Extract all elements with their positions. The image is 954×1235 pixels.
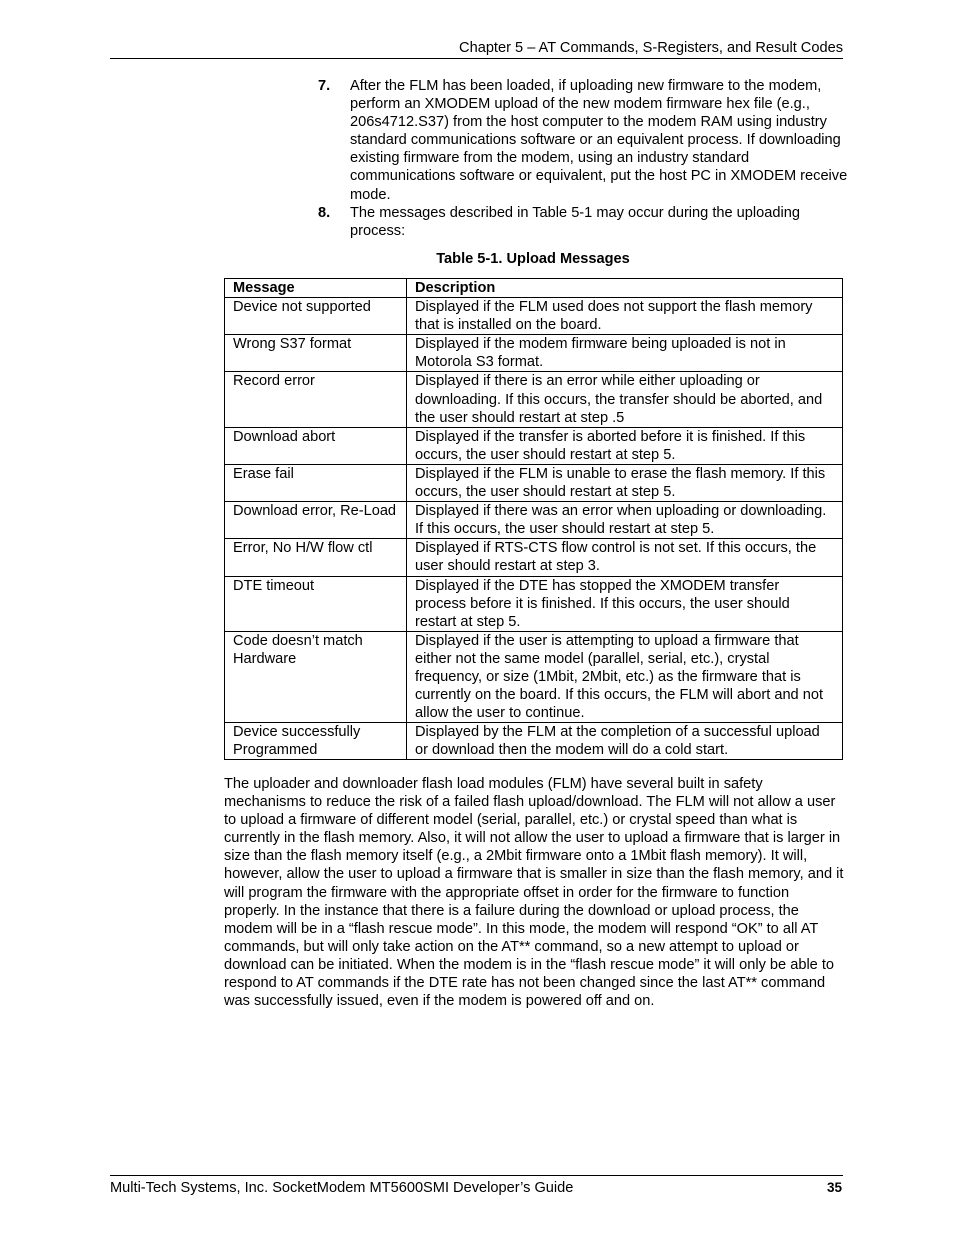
chapter-title: Chapter 5 – AT Commands, S-Registers, and Result Codes — [459, 40, 843, 56]
description-cell: Displayed if the user is attempting to upload a firmware that either not the same model (parallel, serial, etc.), crystal frequency, or size (1Mbit, 2Mbit, etc.) as the firmware that is currently on the board. If this occurs, the FLM will abort and not allow the user to continue. — [407, 631, 843, 722]
table-row — [225, 539, 843, 576]
description-cell: Displayed if the DTE has stopped the XMODEM transfer process before it is finished. If this occurs, the user should restart at step 5. — [407, 576, 843, 631]
description-cell: Displayed if there was an error when uploading or downloading. If this occurs, the user should restart at step 5. — [407, 502, 843, 539]
table-row — [225, 335, 843, 372]
message-cell: Device successfully Programmed — [225, 723, 407, 760]
description-cell: Displayed if the FLM used does not support the flash memory that is installed on the board. — [407, 298, 843, 335]
page-header — [110, 38, 843, 59]
description-cell: Displayed if RTS-CTS flow control is not set. If this occurs, the user should restart at step 3. — [407, 539, 843, 576]
message-cell: Code doesn’t match Hardware — [225, 631, 407, 722]
message-cell: DTE timeout — [225, 576, 407, 631]
upload-messages-table — [224, 278, 843, 760]
description-cell: Displayed by the FLM at the completion of a successful upload or download then the modem will do a cold start. — [407, 723, 843, 760]
message-cell: Download error, Re-Load — [225, 502, 407, 539]
table-row — [225, 576, 843, 631]
message-cell: Erase fail — [225, 464, 407, 501]
message-cell: Device not supported — [225, 298, 407, 335]
message-cell: Wrong S37 format — [225, 335, 407, 372]
table-caption: Table 5-1. Upload Messages — [436, 251, 630, 267]
step-number: 8. — [318, 204, 331, 221]
step-item — [318, 204, 848, 240]
page-number: 35 — [826, 1180, 842, 1195]
description-cell: Displayed if the transfer is aborted before it is finished. If this occurs, the user should restart at step 5. — [407, 427, 843, 464]
step-text: The messages described in Table 5-1 may occur during the uploading process: — [350, 204, 800, 239]
page-footer — [110, 1175, 843, 1198]
step-item — [318, 77, 848, 204]
table-row — [225, 502, 843, 539]
description-cell: Displayed if the modem firmware being uploaded is not in Motorola S3 format. — [407, 335, 843, 372]
message-cell: Download abort — [225, 427, 407, 464]
table-row — [225, 427, 843, 464]
step-number: 7. — [318, 78, 331, 94]
table-row — [225, 631, 843, 722]
footer-title: Multi-Tech Systems, Inc. SocketModem MT5600SMI Developer’s Guide — [110, 1180, 574, 1196]
description-cell: Displayed if the FLM is unable to erase the flash memory. If this occurs, the user should restart at step 5. — [407, 464, 843, 501]
step-list — [318, 77, 848, 240]
column-header-message: Message — [225, 279, 407, 298]
table-row — [225, 372, 843, 427]
column-header-description: Description — [407, 279, 843, 298]
description-cell: Displayed if there is an error while either uploading or downloading. If this occurs, the transfer should be aborted, and the user should restart at step .5 — [407, 372, 843, 427]
message-cell: Record error — [225, 372, 407, 427]
step-text: After the FLM has been loaded, if uploading new firmware to the modem, perform an XMODEM upload of the new modem firmware hex file (e.g., 206s4712.S37) from the host computer to the modem RAM using industry standard communications software or an equivalent process. If downloading existing firmware from the modem, using an industry standard communications software or equivalent, put the host PC in XMODEM receive mode. — [350, 78, 848, 203]
table-row — [225, 723, 843, 760]
table-row — [225, 298, 843, 335]
message-cell: Error, No H/W flow ctl — [225, 539, 407, 576]
body-paragraph: The uploader and downloader flash load modules (FLM) have several built in safety mechanisms to reduce the risk of a failed flash upload/download. The FLM will not allow a user to upload a firmware of different model (serial, parallel, etc.) or crystal speed than what is currently in the flash memory. Also, it will not allow the user to upload a firmware that is larger in size than the flash memory itself (e.g., a 2Mbit firmware onto a 1Mbit flash memory). It will, however, allow the user to upload a firmware that is smaller in size than the flash memory, and it will program the firmware with the appropriate offset in order for the firmware to function properly. In the instance that there is a failure during the download or upload process, the modem will be in a “flash rescue mode”. In this mode, the modem will respond “OK” to all AT commands, but will only take action on the AT** command, so a new attempt to upload or download can be initiated. When the modem is in the “flash rescue mode” it will only be able to respond to AT commands if the DTE rate has not been changed since the last AT** command was successfully issued, even if the modem is powered off and on. — [224, 776, 844, 1010]
table-header-row — [225, 279, 843, 298]
table-row — [225, 464, 843, 501]
